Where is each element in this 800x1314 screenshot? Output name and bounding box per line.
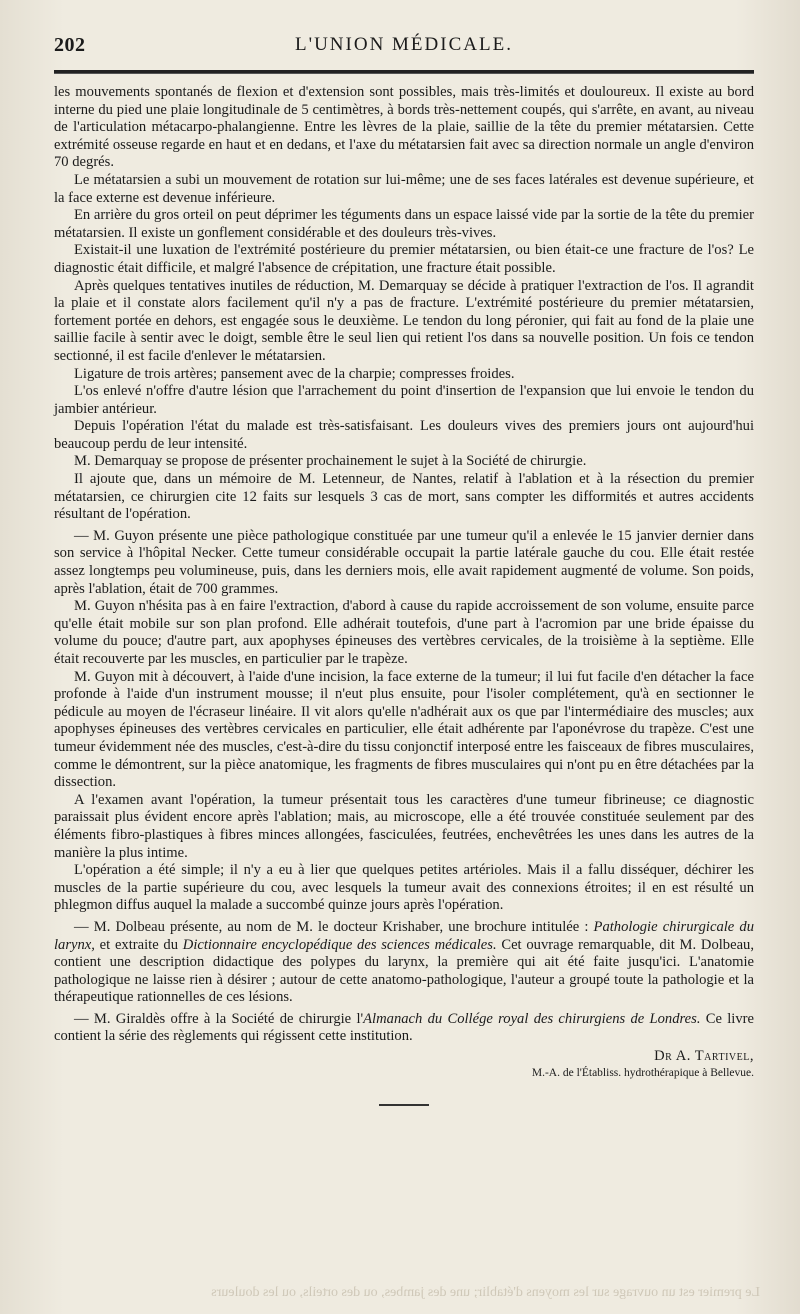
article-body <box>54 84 754 1046</box>
paragraph: L'opération a été simple; il n'y a eu à lier que quelques petites artérioles. Mais il a fallu disséquer, déchirer les muscles de la partie supérieure du cou, avec lesquels la tumeur avait des connexions étroites; il en est résulté un phlegmon diffus auquel la malade a succombé quinze jours après l'opération. <box>54 862 754 914</box>
paragraph: Il ajoute que, dans un mémoire de M. Letenneur, de Nantes, relatif à l'ablation et à la résection du premier métatarsien, ce chirurgien cite 12 faits sur lesquels 3 cas de mort, sans compter les difformités et autres accidents résultant de l'opération. <box>54 471 754 523</box>
header-rule <box>54 70 754 74</box>
book-title: Almanach du Collége royal des chirurgiens de Londres. <box>363 1010 701 1027</box>
paragraph: — M. Guyon présente une pièce pathologique constituée par une tumeur qu'il a enlevée le 15 janvier dernier dans son service à l'hôpital Necker. Cette tumeur considérable occupait la partie latérale gauche du cou. Elle était restée assez longtemps peu volumineuse, puis, dans les derniers mois, elle avait rapidement augmenté de volume. Son poids, après l'ablation, était de 700 grammes. <box>54 527 754 597</box>
paragraph: Existait-il une luxation de l'extrémité postérieure du premier métatarsien, ou bien était-ce une fracture de l'os? Le diagnostic était difficile, et malgré l'absence de crépitation, une fracture était possible. <box>54 242 754 276</box>
author-name: Dr A. Tartivel, <box>654 1048 754 1065</box>
text-run: — M. Dolbeau présente, au nom de M. le docteur Krishaber, une brochure intitulée : <box>74 918 594 935</box>
paragraph-dolbeau <box>54 919 754 1007</box>
text-run: et extraite du <box>94 936 183 953</box>
section-end-rule <box>379 1104 429 1106</box>
paragraph: Depuis l'opération l'état du malade est très-satisfaisant. Les douleurs vives des premiers jours ont aujourd'hui beaucoup perdu de leur intensité. <box>54 418 754 452</box>
paragraph: Ligature de trois artères; pansement avec de la charpie; compresses froides. <box>74 365 515 382</box>
paragraph: M. Guyon n'hésita pas à en faire l'extraction, d'abord à cause du rapide accroissement de son volume, ensuite parce qu'elle était mobile sur son plan profond. Elle adhérait toutefois, d'une part à l'acromion par une bride épaisse du volume du pouce; d'autre part, aux apophyses épineuses des vertèbres cervicales, de la troisième à la septième. Elle était recouverte par les muscles, en particulier par le trapèze. <box>54 598 754 667</box>
paragraph: L'os enlevé n'offre d'autre lésion que l'arrachement du point d'insertion de l'expansion que lui envoie le tendon du jambier antérieur. <box>54 383 754 417</box>
author-institution: M.-A. de l'Établiss. hydrothérapique à Bellevue. <box>531 1067 754 1080</box>
page-header <box>54 34 754 64</box>
paragraph: les mouvements spontanés de flexion et d'extension sont possibles, mais très-limités et douloureux. Il existe au bord interne du pied une plaie longitudinale de 5 centimètres, à bords très-nettement coupés, qui s'arrête, en avant, au niveau de l'articulation métacarpo-phalangienne. Entre les lèvres de la plaie, saillie de la tête du premier métatarsien. Cette extrémité osseuse regarde en haut et en dedans, et l'axe du métatarsien fait avec sa direction normale un angle d'environ 70 degrés. <box>54 84 754 171</box>
paragraph-giraldes <box>54 1011 754 1046</box>
paragraph: M. Guyon mit à découvert, à l'aide d'une incision, la face externe de la tumeur; il lui fut facile d'en détacher la face profonde à l'aide d'un instrument mousse; il n'eut plus ensuite, pour l'isoler complétement, qu'à en sectionner le pédicule au moyen de l'écraseur linéaire. Il vit alors qu'elle n'adhérait aux os que par l'intermédiaire des muscles; aux apophyses épineuses des vertèbres cervicales en particulier, elle était adhérente par l'aponévrose du trapèze. C'est une tumeur évidemment née des muscles, c'est-à-dire du tissu conjonctif interposé entre les faisceaux de fibres musculaires, comme le démontrent, sur la pièce anatomique, les fragments de fibres musculaires qui n'ont pu en être détachées par la dissection. <box>54 668 754 791</box>
text-run: Cet ouvrage remarquable, dit M. Dolbeau, contient une description didactique des polypes du larynx, la première qui ait été faite jusqu'ici. L'anatomie pathologique ne laisse rien à désirer ; autour de cette anatomo-pathologique, l'auteur a groupé toute la pathologie et la thérapeutique rationnelles de ces lésions. <box>54 936 754 1006</box>
book-title: Pathologie chirurgicale du larynx, <box>54 918 755 953</box>
bleed-through-text: Le premier est un ouvrage sur les moyens d'établir; une des jambes, ou des orteils, ou les douleurs <box>211 1285 760 1300</box>
paragraph: Après quelques tentatives inutiles de réduction, M. Demarquay se décide à pratiquer l'extraction de l'os. Il agrandit la plaie et il constate alors facilement qu'il n'y a pas de fracture. L'extrémité postérieure du premier métatarsien, fortement portée en dehors, est engagée sous le deuxième. Le tendon du long péronier, qui fait au fond de la plaie une saillie facile à sentir avec le doigt, semble être le seul lien qui retient l'os dans sa nouvelle position. Un fois ce tendon sectionné, il est facile d'enlever le métatarsien. <box>54 277 754 364</box>
text-run: Ce livre contient la série des règlements qui régissent cette institution. <box>54 1010 754 1045</box>
signature <box>54 1048 754 1082</box>
page-number: 202 <box>54 34 86 56</box>
paragraph: En arrière du gros orteil on peut déprimer les téguments dans un espace laissé vide par la sortie de la tête du premier métatarsien. Il existe un gonflement considérable et des douleurs très-vives. <box>54 207 754 241</box>
running-title: L'UNION MÉDICALE. <box>295 34 513 55</box>
paragraph: Le métatarsien a subi un mouvement de rotation sur lui-même; une de ses faces latérales est devenue supérieure, et la face externe est devenue inférieure. <box>54 171 754 206</box>
paragraph: M. Demarquay se propose de présenter prochainement le sujet à la Société de chirurgie. <box>74 453 587 470</box>
text-run: — M. Giraldès offre à la Société de chirurgie l' <box>74 1010 364 1027</box>
paragraph: A l'examen avant l'opération, la tumeur présentait tous les caractères d'une tumeur fibrineuse; ce diagnostic paraissait plus évident encore après l'ablation; mais, au microscope, elle a été trouvée constituée seulement par des éléments fibro-plastiques à fibres minces allongées, fasciculées, feutrées, enchevêtrées les unes dans les autres de la manière la plus intime. <box>54 791 754 861</box>
source-title: Dictionnaire encyclopédique des sciences médicales. <box>182 936 497 953</box>
